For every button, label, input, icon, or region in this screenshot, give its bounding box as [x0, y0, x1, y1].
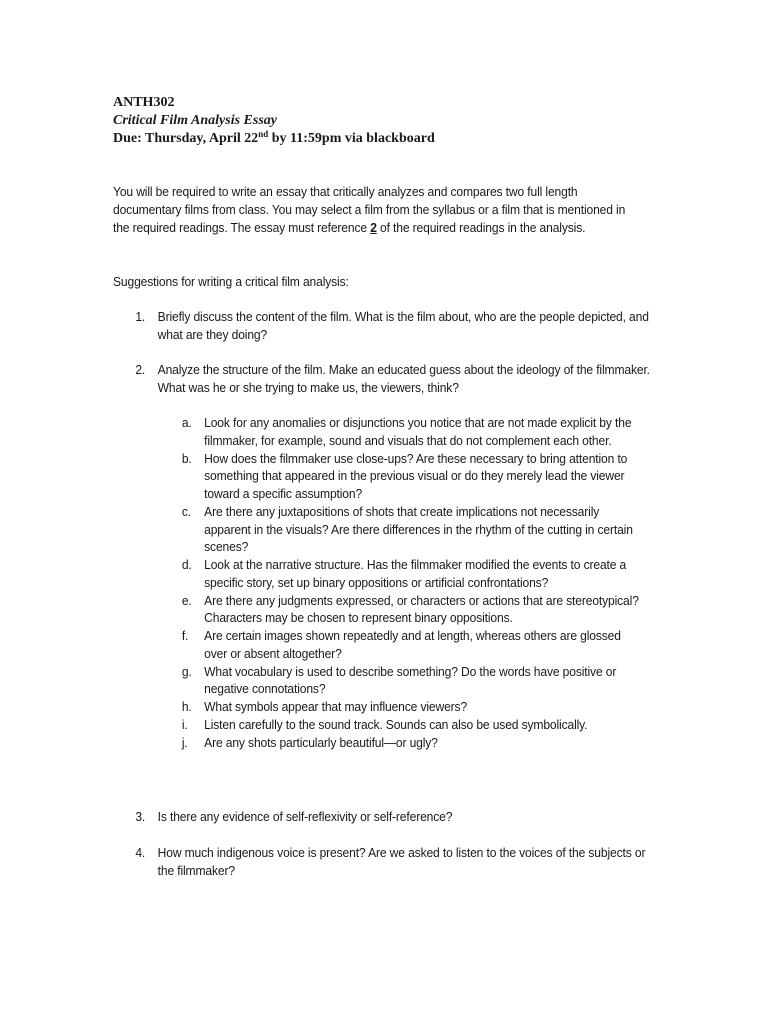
- due-date-suffix: by 11:59pm via blackboard: [268, 131, 435, 146]
- sub-item-letter: j.: [181, 734, 188, 750]
- due-date-ordinal: nd: [258, 129, 269, 139]
- sub-list-item: [113, 627, 634, 663]
- sub-item-letter: b.: [181, 450, 192, 466]
- sub-list-item: [113, 414, 634, 450]
- sub-item-text: Look at the narrative structure. Has the filmmaker modified the events to create a specific story, set up binary oppositions or artificial confrontations?: [204, 557, 627, 590]
- sub-item-letter: h.: [181, 699, 192, 714]
- suggestions-heading: Suggestions for writing a critical film analysis:: [113, 274, 349, 289]
- sub-list-item: [113, 734, 634, 752]
- sub-list-item: [113, 592, 639, 628]
- intro-emphasis: 2: [370, 220, 377, 235]
- sub-item-text: How does the filmmaker use close-ups? Are these necessary to bring attention to something that appeared in the previous visual or do they merely lead the viewer toward a specific assumption?: [204, 450, 628, 501]
- sub-item-letter: d.: [181, 557, 192, 572]
- list-item-text: Analyze the structure of the film. Make an educated guess about the ideology of the filmmaker. What was he or she trying to make us, the viewers, think?: [157, 362, 650, 395]
- sub-item-text: What vocabulary is used to describe something? Do the words have positive or negative connotations?: [204, 663, 617, 697]
- sub-list-item: [113, 450, 634, 503]
- list-item-number: 3.: [135, 809, 146, 824]
- sub-item-text: Are there any judgments expressed, or characters or actions that are stereotypical? Characters may be chosen to represent binary oppositions.: [204, 592, 639, 626]
- list-item-number: 2.: [135, 362, 146, 377]
- sub-list-item: [113, 556, 634, 592]
- sub-list-item: [113, 698, 634, 716]
- sub-item-letter: f.: [181, 628, 189, 643]
- sub-item-text: Listen carefully to the sound track. Sounds can also be used symbolically.: [204, 716, 588, 732]
- list-item-number: 4.: [135, 845, 146, 860]
- due-date-prefix: Due: Thursday, April 22: [113, 131, 259, 146]
- list-item-number: 1.: [135, 309, 146, 324]
- document-header: [113, 94, 435, 148]
- list-item-text: How much indigenous voice is present? Are we asked to listen to the voices of the subjects or the filmmaker?: [157, 845, 646, 878]
- list-item-text: Briefly discuss the content of the film. What is the film about, who are the people depicted, and what are they doing?: [157, 309, 649, 342]
- sub-item-text: Are certain images shown repeatedly and at length, whereas others are glossed over or absent altogether?: [204, 628, 621, 661]
- sub-item-text: What symbols appear that may influence viewers?: [204, 699, 468, 714]
- sub-item-letter: g.: [181, 663, 192, 679]
- due-date: [113, 130, 435, 148]
- intro-text-before: You will be required to write an essay that critically analyzes and compares two full length documentary films from class. You may select a film from the syllabus or a film that is mentioned in the required readings. The essay must reference: [113, 184, 626, 235]
- sub-list-item: [113, 716, 634, 734]
- sub-item-letter: i.: [181, 716, 188, 732]
- sub-list-item: [113, 503, 634, 556]
- assignment-title: Critical Film Analysis Essay: [113, 113, 278, 128]
- sub-list: [113, 414, 639, 751]
- list-item-text: Is there any evidence of self-reflexivity or self-reference?: [157, 809, 453, 824]
- sub-item-text: Are any shots particularly beautiful—or ugly?: [204, 734, 438, 750]
- sub-item-text: Look for any anomalies or disjunctions you notice that are not made explicit by the filmmaker, for example, sound and visuals that do not complement each other.: [204, 415, 632, 448]
- intro-paragraph: [113, 183, 634, 237]
- sub-item-text: Are there any juxtapositions of shots that create implications not necessarily apparent in the visuals? Are there differences in the rhythm of the cutting in certain scenes?: [204, 503, 633, 555]
- course-code: ANTH302: [113, 95, 175, 110]
- intro-text-after: of the required readings in the analysis.: [376, 220, 586, 235]
- sub-item-letter: c.: [181, 503, 191, 519]
- sub-item-letter: e.: [181, 592, 192, 608]
- sub-item-letter: a.: [181, 415, 192, 430]
- sub-list-item: [113, 663, 634, 699]
